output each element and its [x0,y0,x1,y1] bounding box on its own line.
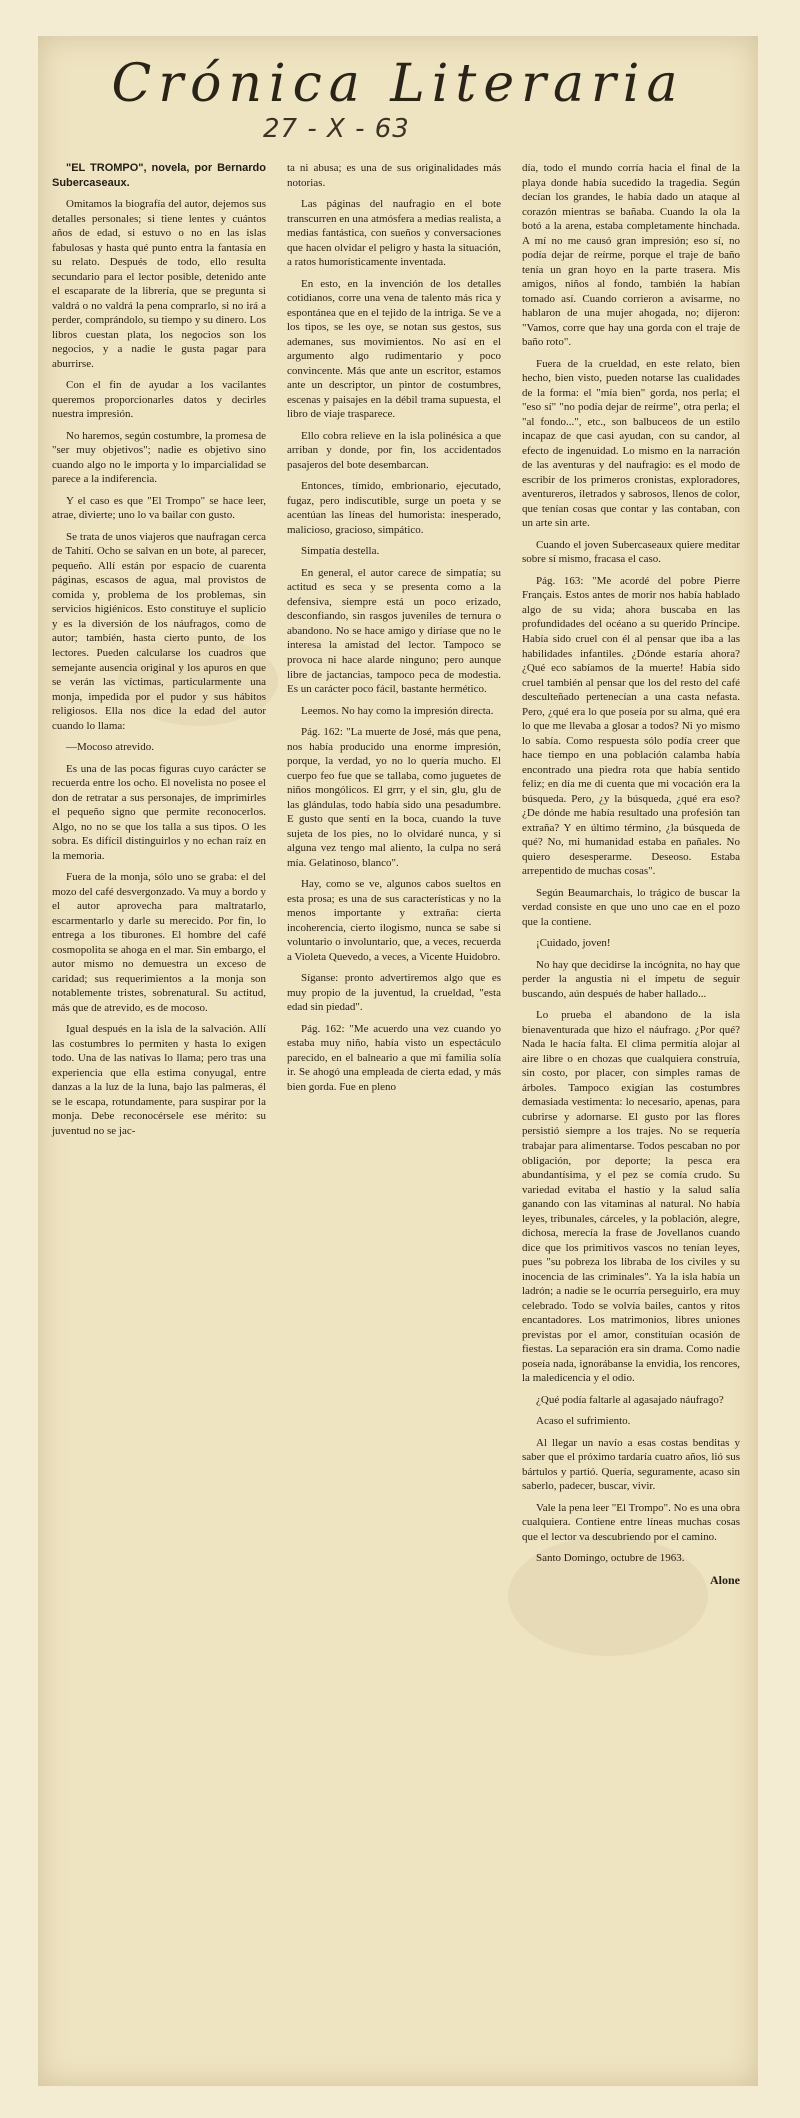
paragraph: No haremos, según costumbre, la promesa de "ser muy objetivos"; nadie es objetivo sino cuando algo no le importa y lo imparcialidad se parece a la indiferencia. [52,429,266,486]
article-column-3 [522,161,740,1596]
article-column-2 [287,161,501,1101]
paragraph: Acaso el sufrimiento. [536,1415,631,1428]
paragraph: Igual después en la isla de la salvación. Allí las costumbres lo permiten y hasta lo exigen todo. Una de las nativas lo llama; pero tras una experiencia que ella estima conyugal, entre danzas a la luz de la luna, bajo las palmeras, él se le escapa, rotundamente, para suspirar por la monja. Debe reconocérsele ese mérito: su juventud no se jac- [52,1023,266,1137]
paragraph: En esto, en la invención de los detalles cotidianos, corre una vena de talento más rica y espontánea que en el tejido de la intriga. Se ve a los tipos, se les oye, se notan sus gestos, sus ademanes, sus movimientos. No así en el argumento algo rudimentario y poco convincente. Más que ante un escritor, estamos ante un descriptor, un pintor de costumbres, escenas y paisajes en la débil trama supuesta, el libro de viaje trasparece. [287,277,501,421]
paragraph: Pág. 162: "La muerte de José, más que pena, nos había producido una enorme impresión, porque, la verdad, yo no lo quería mucho. El cuerpo feo fue que se tallaba, como juguetes de niños mongólicos. El grrr, y el sin, glu, glu de las glándulas, todo había sido una pesadumbre. E gusto que sentí en la boca, cuando la tuve sujeta de los pies, no lo olvidaré nunca, y si alguna vez tengo mal aliento, la culpa no será mía. Gelatinoso, blanco". [287,726,501,869]
paragraph: En general, el autor carece de simpatía; su actitud es seca y se presenta como a la defensiva, siempre está un poco erizado, desconfiando, sin rasgos juveniles de ternura o abandono. No se hace amigo y diríase que no le interesa la amistad del lector. Tampoco se provoca ni hace alarde ninguno; pero aunque libre de jactancias, tampoco peca de modestia. Es un carácter poco fácil, bastante hermético. [287,566,501,696]
book-reference: "EL TROMPO", novela, por Bernardo Subercaseaux. [52,162,266,189]
paragraph: Según Beaumarchais, lo trágico de buscar la verdad consiste en que uno uno cae en el pozo que la contiene. [522,886,740,928]
paragraph: Es una de las pocas figuras cuyo carácter se recuerda entre los ocho. El novelista no posee el don de retratar a sus personajes, de imprimirles el pequeño signo que permite reconocerlos. Algo, no no se que los talla a sus tipos. O les sobra. Es difícil distinguirlos y no echan raíz en la memoria. [52,762,266,862]
paragraph: Hay, como se ve, algunos cabos sueltos en esta prosa; es una de sus características y no la menos importante y extraña: cierta incoherencia, cierto ilogismo, nunca se sabe si voluntario o involuntario, que, a veces, recuerda a Violeta Quevedo, a veces, a Vicente Huidobro. [287,878,501,963]
paragraph: Fuera de la monja, sólo uno se graba: el del mozo del café desvergonzado. Va muy a bordo y el autor aprovecha para maltratarlo, escarmentarlo y darle su merecido. Por fin, lo entrega a los tiburones. El hombre del café cosmopolita se ahoga en el mar. Sin embargo, el autor mismo no demuestra un exceso de caridad; sus requerimientos a la monja son notablemente tristes, sobrenatural. Su actitud, más que de atrevido, es de mocoso. [52,871,266,1014]
paragraph: Fuera de la crueldad, en este relato, bien hecho, bien visto, pueden notarse las cualidades de la forma: el "mía bien" gorda, nos perla; el "eso sí" "no podía dejar de reírme", otra perla; el "al fondo...", etc., son balbuceos de un estilo incapaz de que casi ayudan, con su candor, al efecto de ingenuidad. Lo mismo en la narración de las aventuras y del naufragio: es el modo de escribir de los primeros cronistas, exploradores, aventureros, iletrados y sabrosos, llenos de color, que tenían cosas que contar y las contaban, con un arte sin arte. [522,357,740,530]
paragraph: Simpatía destella. [301,545,380,558]
author-signature: Alone [710,1572,740,1587]
section-title: Crónica Literaria [111,54,685,114]
paragraph: Lo prueba el abandono de la isla bienaventurada que hizo el náufrago. ¿Por qué? Nada le hacía falta. El clima permitía alojar al aire libre o en chozas que cualquiera construía, sin costo, por placer, con simples ramas de árboles. Tampoco exigían las costumbres demasiada vestimenta: lo necesario, apenas, para cubrirse y adornarse. El gusto por las flores persistió siempre a los trajes. No se requería trabajar para alimentarse. Todos pescaban no por obligación, por deporte; la pesca era abundantísima, y el pez se comía crudo. Su variedad evitaba el hastío y la salud salía ganando con las vitaminas al natural. No había leyes, tribunales, cárceles, y la población, alegre, dichosa, merecía la frase de Jovellanos cuando dice que los primitivos vascos no tenían leyes, pues "su pobreza los libraba de los civiles y su inocencia de las criminales". Ya la isla había un ladrón; a nadie se le ocurría perseguirlo, era muy celebrado. Todo se volvía bailes, cantos y ritos encantadores. Los matrimonios, libres uniones previstas por el amor, constituían ocasión de fiestas. La separación era sin drama. Como nadie poseía nada, ignorábanse la envidia, los rencores, la maledicencia y el odio. [522,1009,740,1385]
paragraph: día, todo el mundo corría hacia el final de la playa donde había sucedido la tragedia. Según decían los grandes, le había dado un ataque al corazón mientras se bañaba. Cuando la ola la botó a la arena, estaba completamente hinchada. A mí no me causó gran impresión; eso sí, no podía dejar de reírme, porque el traje de baño tenía un gran hoyo en la parte trasera. Mis amigos, niños al fondo, también la habían tomado así. Cuando corrieron a avisarme, no hablaron de una mujer ahogada, no; dijeron: "Vamos, corre que hay una gorda con el traje de baño roto". [522,162,740,349]
dateline: Santo Domingo, octubre de 1963. [536,1552,685,1565]
paragraph: Pág. 163: "Me acordé del pobre Pierre Français. Estos antes de morir nos había hablado algo de su vida; ahora buscaba en las profundidades del océano a su querido Príncipe. Había sido cruel con él al pensar que iba a las habilidades infantiles. ¿Dónde estaría ahora? ¿Qué eco sabíamos de la muerte! Había sido cruel también al pensar que los del resto del café desculteñado pertenecían a una casta nefasta. Pero, ¿qué era lo que poseía por su alma, qué era lo que me llevaba a glosar a todos? Ni yo mismo lo sabía. Como respuesta sólo podía creer que hace tiempo en una población calamba había encontrado una piedra rota que había sentido feliz; en día me di cuenta que mi vocación era la búsqueda. Pero, ¿y la búsqueda, ¿qué era eso? ¿De dónde me había resultado una profesión tan extraña? Y en último término, ¿la búsqueda de qué? No, mi humanidad estaba en pañales. No quiero desesperarme. Deseoso. Estaba arrepentido de muchas cosas". [522,574,740,878]
paragraph: ¡Cuidado, joven! [536,937,611,950]
paragraph: Leemos. No hay como la impresión directa. [301,704,494,717]
paragraph: ¿Qué podía faltarle al agasajado náufrago? [536,1393,724,1406]
paragraph: —Mocoso atrevido. [66,741,154,754]
handwritten-date: 27 - X - 63 [263,114,410,144]
newspaper-clipping [38,36,758,2086]
paragraph: Con el fin de ayudar a los vacilantes queremos proporcionarles datos y decirles nuestra impresión. [52,379,266,421]
paragraph: ta ni abusa; es una de sus originalidades más notorias. [287,162,501,189]
paragraph: Y el caso es que "El Trompo" se hace leer, atrae, divierte; uno lo va bailar con gusto. [52,494,266,522]
paragraph: Síganse: pronto advertiremos algo que es muy propio de la juventud, la crueldad, "esta edad sin piedad". [287,972,501,1014]
paragraph: Se trata de unos viajeros que naufragan cerca de Tahití. Ocho se salvan en un bote, al parecer, pequeño. Allí están por espacio de cuarenta páginas, escasos de agua, mal provistos de comida y, problema de los problemas, sin servicios higiénicos. Esto constituye el suplicio y es la diversión de los náufragos, como de autor; también, hasta cierto punto, de los lectores. Pueden calcularse los cuadros que semejante ausencia original y los apuros en que se verán las víctimas, particularmente una monja, impedida por el pudor y sus hábitos religiosos. Ella nos dice la edad del autor cuando lo llama: [52,530,266,732]
paragraph: Vale la pena leer "El Trompo". No es una obra cualquiera. Contiene entre líneas muchas cosas que el lector va descubriendo por el camino. [522,1501,740,1543]
paragraph: Entonces, tímido, embrionario, ejecutado, fugaz, pero indiscutible, surge un poeta y se acentúan las líneas del humorista: inesperado, malicioso, gracioso, simpático. [287,480,501,536]
paragraph: Las páginas del naufragio en el bote transcurren en una atmósfera a medias realista, a medias fantástica, con sueños y conversaciones que hacen olvidar el peligro y hasta la situación, a ratos humorísticamente inventada. [287,198,501,269]
paragraph: Omitamos la biografía del autor, dejemos sus detalles personales; si tiene lentes y cuántos años de edad, si estuvo o no en las islas fabulosas y hasta qué punto entra la fantasía en su relato. Después de todo, ello resulta secundario para el lector posible, detenido ante el escaparate de la librería, que se pregunta si valdrá o no valdrá la pena comprarlo, si no irá a perder, comprándolo, su tiempo y su dinero. Los libros cuestan plata, los negocios son los negocios, y a nadie le gusta pagar para aburrirse. [52,198,266,370]
paragraph: No hay que decidirse la incógnita, no hay que perder la angustia ni el ímpetu de seguir buscando, aún después de haber hallado... [522,958,740,1000]
paragraph: Pág. 162: "Me acuerdo una vez cuando yo estaba muy niño, había visto un espectáculo parecido, en el balneario a que mi familia solía ir. Se ahogó una empleada de cierta edad, y más bien gorda. Fue en pleno [287,1022,501,1093]
paragraph: Al llegar un navío a esas costas benditas y saber que el próximo tardaría cuatro años, lió sus bártulos y partió. Quería, seguramente, acaso sin saberlo, padecer, buscar, vivir. [522,1436,740,1493]
article-column-1 [52,161,266,1145]
paragraph: Ello cobra relieve en la isla polinésica a que arriban y donde, por fin, los accidentados pasajeros del bote desembarcan. [287,429,501,471]
paragraph: Cuando el joven Subercaseaux quiere meditar sobre sí mismo, fracasa el caso. [522,538,740,566]
